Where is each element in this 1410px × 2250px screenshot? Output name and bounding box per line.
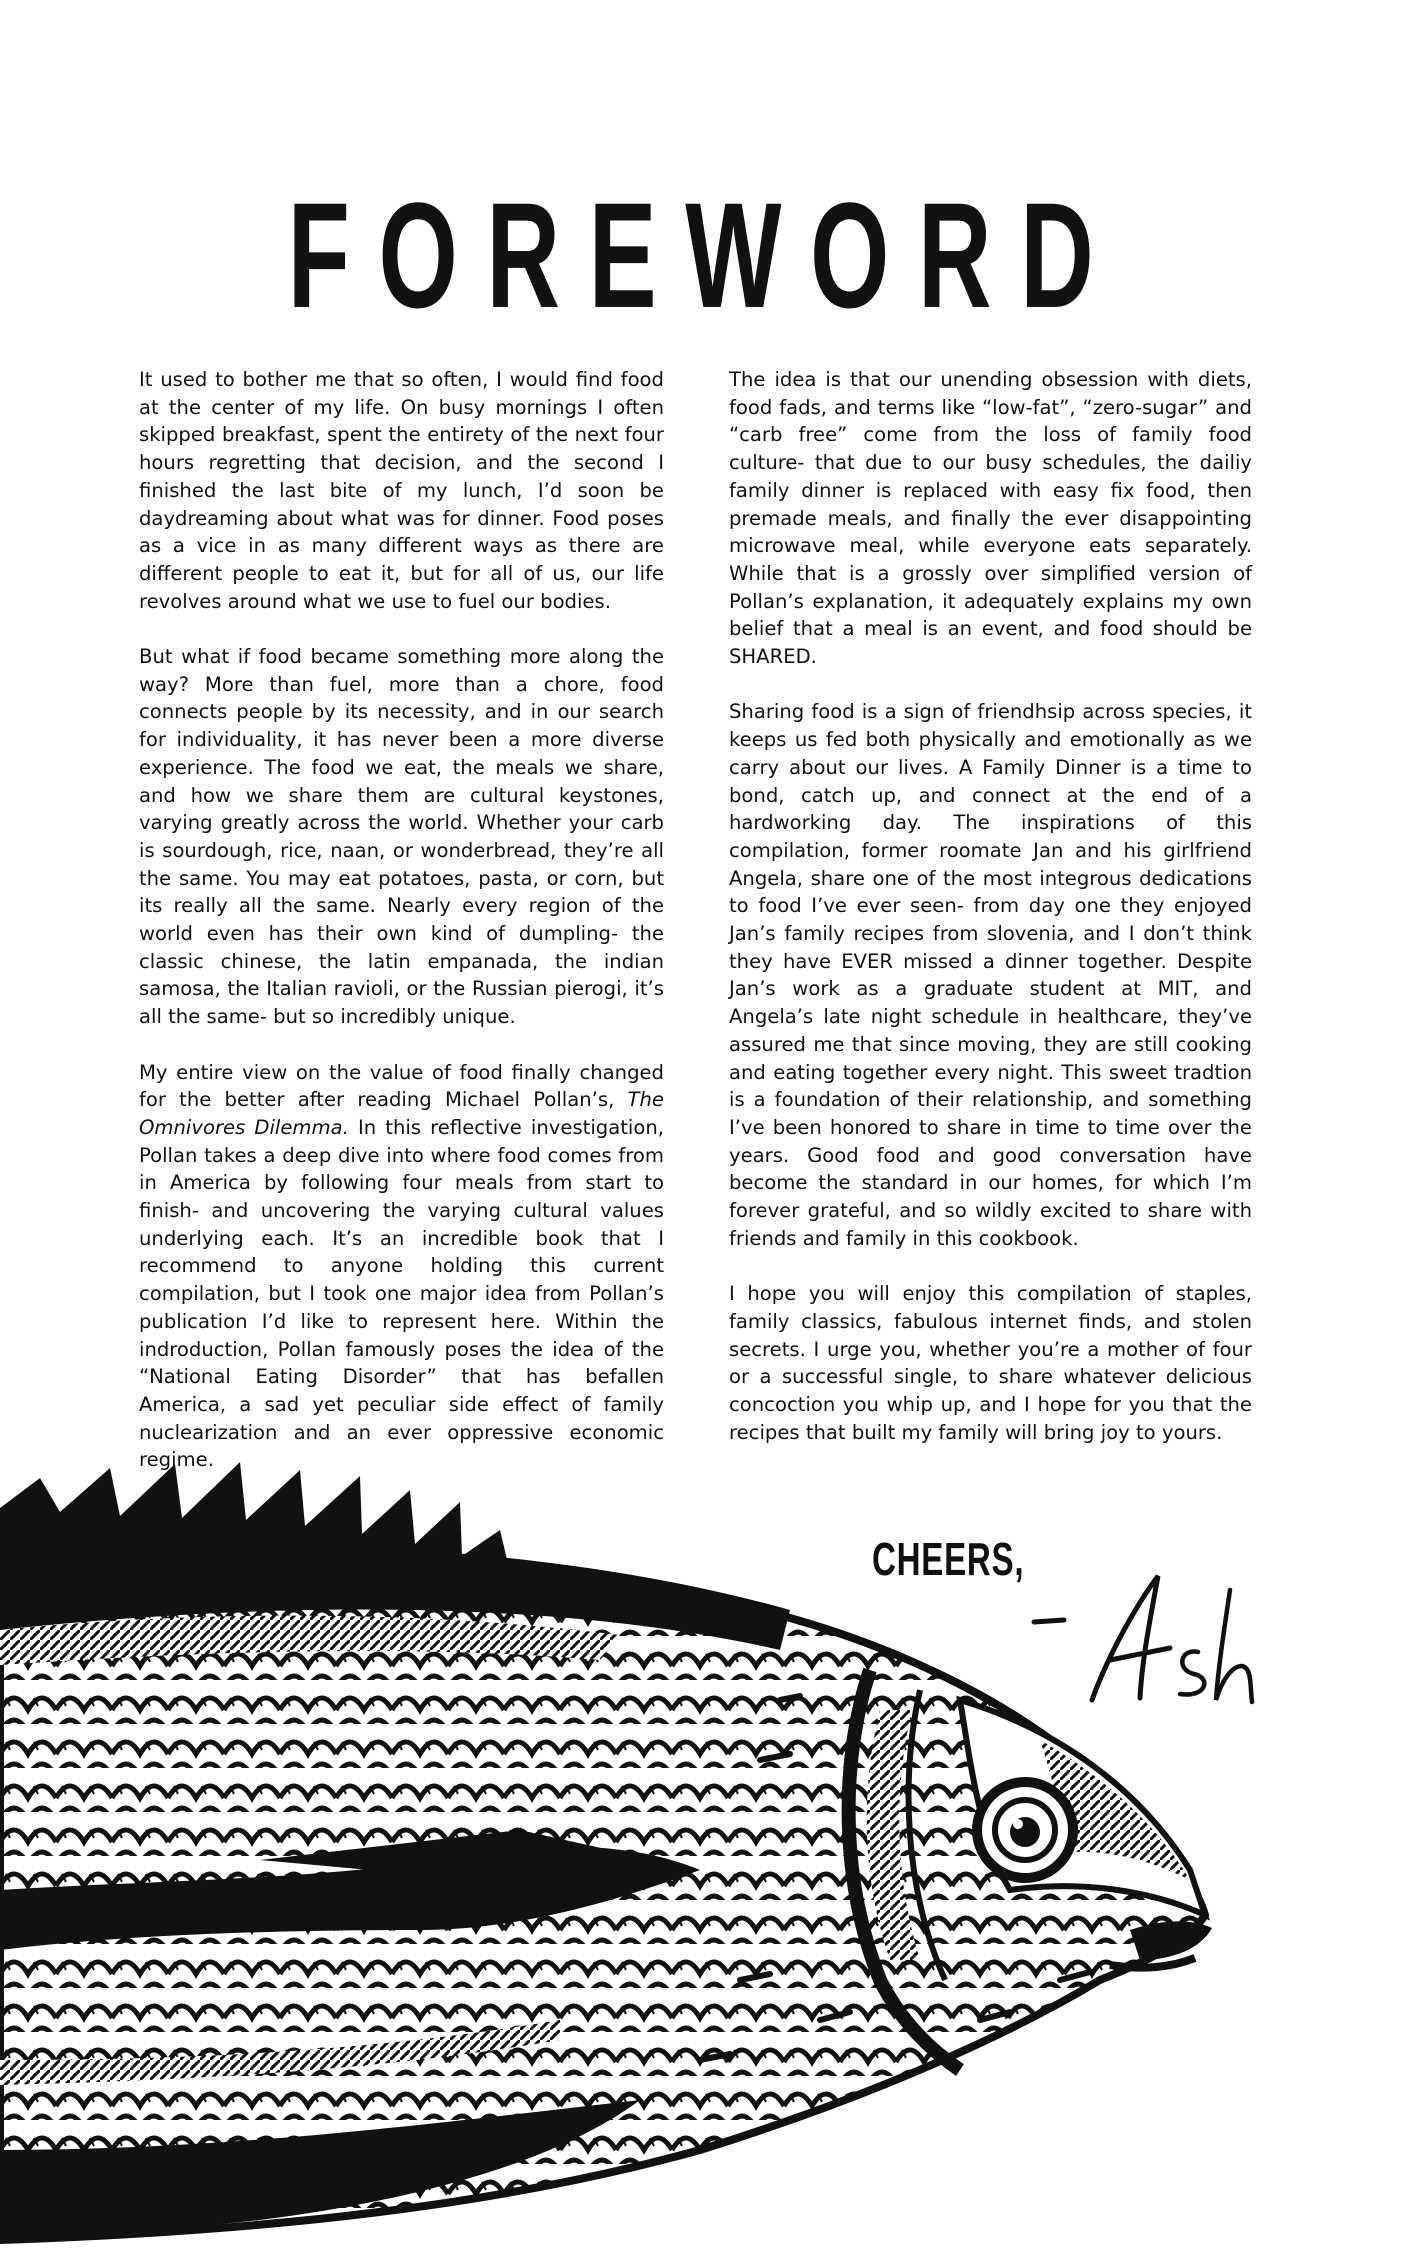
left-column xyxy=(139,366,664,1474)
paragraph xyxy=(139,1059,664,1475)
book-title: The Omnivores Dilemma. xyxy=(139,1088,664,1139)
signature xyxy=(1030,1570,1270,1720)
paragraph: I hope you will enjoy this compilation of staples, family classics, fabulous internet finds, and stolen secrets. I urge you, whether you’re a mother of four or a successful single, to share whatever delicious concoction you whip up, and I hope for you that the recipes that built my family will bring joy to yours. xyxy=(729,1282,1252,1444)
paragraph: Sharing food is a sign of friendhsip across species, it keeps us fed both physically and emotionally as we carry about our lives. A Family Dinner is a time to bond, catch up, and connect at the end of a hardworking day. The inspirations of this compilation, former roomate Jan and his girlfriend Angela, share one of the most integrous dedications to food I’ve ever seen- from day one they enjoyed Jan’s family recipes from slovenia, and I don’t think they have EVER missed a dinner together. Despite Jan’s work as a graduate student at MIT, and Angela’s late night schedule in healthcare, they’ve assured me that since moving, they are still cooking and eating together every night. This sweet tradtion is a foundation of their relationship, and something I’ve been honored to share in time to time over the years. Good food and good conversation have become the standard in our homes, for which I’m forever grateful, and so wildly excited to share with friends and family in this cookbook. xyxy=(729,700,1252,1250)
paragraph-text: My entire view on the value of food finally changed for the better after reading Michael Pollan’s, xyxy=(139,1060,664,1112)
paragraph: It used to bother me that so often, I would find food at the center of my life. On busy mornings I often skipped breakfast, spent the entirety of the next four hours regretting that decision, and the second I finished the last bite of my lunch, I’d soon be daydreaming about what was for dinner. Food poses as a vice in as many different ways as there are different people to eat it, but for all of us, our life revolves around what we use to fuel our bodies. xyxy=(139,368,664,613)
right-column xyxy=(729,366,1252,1446)
cheers-text: CHEERS, xyxy=(872,1533,1025,1585)
paragraph-text: In this reflective investigation, Pollan takes a deep dive into where food comes from in America by following four meals from start to finish- and uncovering the varying cultural values underlying each. It’s an incredible book that I recommend to anyone holding this current compilation, but I took one major idea from Pollan’s publication I’d like to represent here. Within the indroduction, Pollan famously poses the idea of the “National Eating Disorder” that has befallen America, a sad yet peculiar side effect of family nuclearization and an ever oppressive economic regime. xyxy=(139,1115,664,1472)
paragraph: But what if food became something more along the way? More than fuel, more than a chore, food connects people by its necessity, and in our search for individuality, it has never been a more diverse experience. The food we eat, the meals we share, and how we share them are cultural keystones, varying greatly across the world. Whether your carb is sourdough, rice, naan, or wonderbread, they’re all the same. You may eat potatoes, pasta, or corn, but its really all the same. Nearly every region of the world even has their own kind of dumpling- the classic chinese, the latin empanada, the indian samosa, the Italian ravioli, or the Russian pierogi, it’s all the same- but so incredibly unique. xyxy=(139,645,664,1029)
page-title: FOREWORD xyxy=(287,171,1123,339)
paragraph: The idea is that our unending obsession with diets, food fads, and terms like “low-fat”, “zero-sugar” and “carb free” come from the loss of family food culture- that due to our busy schedules, the dailiy family dinner is replaced with easy fix food, then premade meals, and finally the ever disappointing microwave meal, while everyone eats separately. While that is a grossly over simplified version of Pollan’s explanation, it adequately explains my own belief that a meal is an event, and food should be SHARED. xyxy=(729,368,1252,669)
